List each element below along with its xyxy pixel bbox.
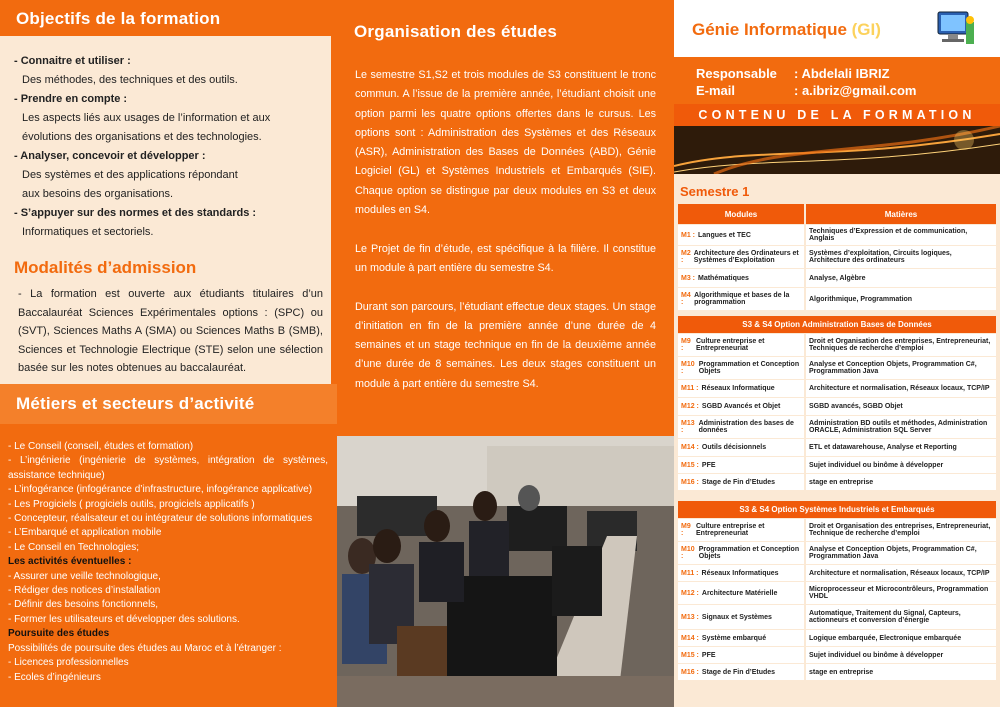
table-row xyxy=(678,630,996,646)
matieres-cell: Systèmes d’exploitation, Circuits logiques, Architecture des ordinateurs xyxy=(806,246,996,268)
gi-title xyxy=(692,20,881,40)
responsable-row xyxy=(696,66,890,81)
table-row xyxy=(678,334,996,356)
column-middle xyxy=(337,0,674,707)
table-row xyxy=(678,582,996,604)
gi-title-main: Génie Informatique xyxy=(692,20,852,39)
module-cell: M14 : Système embarqué xyxy=(678,630,804,646)
column-right xyxy=(674,0,1000,707)
module-cell: M11 : Réseaux Informatiques xyxy=(678,565,804,581)
objectif-text: Les aspects liés aux usages de l’information et aux xyxy=(22,112,271,124)
objectif-item xyxy=(14,147,326,204)
matieres-cell: Algorithmique, Programmation xyxy=(806,288,996,310)
module-cell: M12 : SGBD Avancés et Objet xyxy=(678,398,804,415)
module-cell: M16 : Stage de Fin d’Etudes xyxy=(678,474,804,490)
table-row xyxy=(678,474,996,490)
classroom-photo xyxy=(337,436,674,707)
table-row xyxy=(678,542,996,564)
objectifs-list xyxy=(14,52,326,242)
module-cell: M14 : Outils décisionnels xyxy=(678,439,804,456)
matieres-cell: Droit et Organisation des entreprises, Entrepreneuriat, Technique de recherche d’emploi xyxy=(806,519,996,541)
email-label: E-mail xyxy=(696,83,736,98)
metier-item: - L’Embarqué et application mobile xyxy=(8,527,162,539)
table-row xyxy=(678,288,996,310)
module-cell: M15 : PFE xyxy=(678,457,804,473)
metier-item: - Les Progiciels ( progiciels outils, progiciels applicatifs ) xyxy=(8,498,255,510)
table-row xyxy=(678,565,996,581)
table-row xyxy=(678,225,996,245)
organisation-text xyxy=(355,66,656,413)
organisation-paragraph: Durant son parcours, l’étudiant effectue deux stages. Un stage d’initiation en fin de la première année d’une durée de 4 semaines et un stage technique en fin de la deuxième année d’une durée de 8 semaines. Les deux stages constituent un module à part entière du semestre S4. xyxy=(355,300,656,390)
objectif-text: aux besoins des organisations. xyxy=(22,188,174,200)
table-row xyxy=(678,398,996,415)
table-row xyxy=(678,647,996,663)
objectif-text: Informatiques et sectoriels. xyxy=(22,226,154,238)
module-cell: M15 : PFE xyxy=(678,647,804,663)
poursuite-item: - Licences professionnelles xyxy=(8,657,129,669)
matieres-cell: Techniques d’Expression et de communication, Anglais xyxy=(806,225,996,245)
matieres-cell: Microprocesseur et Microcontrôleurs, Programmation VHDL xyxy=(806,582,996,604)
matieres-cell: Analyse et Conception Objets, Programmation C#, Programmation Java xyxy=(806,542,996,564)
activite-item: - Définir des besoins fonctionnels, xyxy=(8,599,159,611)
responsable-label: Responsable xyxy=(696,66,777,81)
email-value: : a.ibriz@gmail.com xyxy=(794,83,917,98)
table-row xyxy=(678,457,996,473)
matieres-cell: Logique embarquée, Electronique embarquée xyxy=(806,630,996,646)
objectif-heading: - S’appuyer sur des normes et des standards : xyxy=(14,207,257,219)
objectif-text: évolutions des organisations et des technologies. xyxy=(22,131,262,143)
metier-item: - L’infogérance (infogérance d’infrastructure, infogérance applicative) xyxy=(8,484,313,496)
matieres-cell: Sujet individuel ou binôme à développer xyxy=(806,457,996,473)
objectif-item xyxy=(14,52,326,90)
module-cell: M3 : Mathématiques xyxy=(678,269,804,287)
matieres-cell: stage en entreprise xyxy=(806,474,996,490)
matieres-cell: Analyse, Algèbre xyxy=(806,269,996,287)
objectif-item xyxy=(14,90,326,147)
matieres-cell: Sujet individuel ou binôme à développer xyxy=(806,647,996,663)
poursuite-title: Poursuite des études xyxy=(8,628,110,640)
tech-banner xyxy=(674,126,1000,174)
module-cell: M13 : Administration des bases de données xyxy=(678,416,804,438)
objectif-heading: - Connaitre et utiliser : xyxy=(14,55,131,67)
activite-item: - Assurer une veille technologique, xyxy=(8,570,161,582)
matieres-cell: Automatique, Traitement du Signal, Capteurs, actionneurs et conversion d’énergie xyxy=(806,605,996,629)
col-matieres: Matières xyxy=(806,204,996,224)
organisation-title: Organisation des études xyxy=(354,22,557,41)
objectifs-title: Objectifs de la formation xyxy=(16,9,221,28)
module-cell: M13 : Signaux et Systèmes xyxy=(678,605,804,629)
matieres-cell: ETL et datawarehouse, Analyse et Reporting xyxy=(806,439,996,456)
metier-item: - Concepteur, réalisateur et ou intégrateur de solutions informatiques xyxy=(8,513,313,525)
table-header xyxy=(678,204,996,224)
table-row xyxy=(678,269,996,287)
poursuite-item: - Ecoles d’ingénieurs xyxy=(8,671,101,683)
module-cell: M16 : Stage de Fin d’Etudes xyxy=(678,664,804,680)
table-row xyxy=(678,246,996,268)
organisation-paragraph: Le Projet de fin d’étude, est spécifique à la filière. Il constitue un module à part entière du semestre S4. xyxy=(355,242,656,274)
semestre1-table xyxy=(678,204,996,311)
module-cell: M9 : Culture entreprise et Entrepreneuriat xyxy=(678,334,804,356)
module-cell: M11 : Réseaux Informatique xyxy=(678,380,804,397)
matieres-cell: Administration BD outils et méthodes, Administration ORACLE, Administration SQL Server xyxy=(806,416,996,438)
metier-item: - Le Conseil (conseil, études et formation) xyxy=(8,441,194,452)
module-cell: M9 : Culture entreprise et Entrepreneuriat xyxy=(678,519,804,541)
table-row xyxy=(678,664,996,680)
table-row xyxy=(678,519,996,541)
organisation-paragraph: Le semestre S1,S2 et trois modules de S3 constituent le tronc commun. A l’issue de la première année, l’étudiant choisit une option parmi les quatre options offertes dans le cursus. Les options sont : Administration des Systèmes et des Réseaux (ASR), Administration des Bases de Données (ABD), Génie Logiciel (GL) et Systèmes Industriels et Embarqués (SIE). Chaque option se distingue par deux modules en S3 et deux modules en S4. xyxy=(355,69,656,217)
tech-banner-art xyxy=(674,126,1000,174)
matieres-cell: Droit et Organisation des entreprises, Entrepreneuriat, Techniques de recherche d’emploi xyxy=(806,334,996,356)
option-abd-title: S3 & S4 Option Administration Bases de Données xyxy=(678,316,996,333)
option-sie-title: S3 & S4 Option Systèmes Industriels et Embarqués xyxy=(678,501,996,518)
column-left xyxy=(0,0,337,707)
semestre-title: Semestre 1 xyxy=(680,184,750,199)
objectif-heading: - Analyser, concevoir et développer : xyxy=(14,150,206,162)
col-modules: Modules xyxy=(678,204,804,224)
module-cell: M12 : Architecture Matérielle xyxy=(678,582,804,604)
matieres-cell: Architecture et normalisation, Réseaux locaux, TCP/IP xyxy=(806,380,996,397)
classroom-photo-illustration xyxy=(337,436,674,707)
metier-item: - L’ingénierie (ingénierie de systèmes, intégration de systèmes, assistance technique) xyxy=(8,455,328,481)
poursuite-text: Possibilités de poursuite des études au Maroc et à l’étranger : xyxy=(8,642,282,654)
metiers-list xyxy=(8,440,328,685)
admission-title: Modalités d’admission xyxy=(14,258,197,277)
matieres-cell: stage en entreprise xyxy=(806,664,996,680)
email-row xyxy=(696,83,916,98)
table-row xyxy=(678,380,996,397)
activite-item: - Former les utilisateurs et développer des solutions. xyxy=(8,613,240,625)
module-cell: M1 : Langues et TEC xyxy=(678,225,804,245)
option-abd-table xyxy=(678,316,996,491)
table-row xyxy=(678,439,996,456)
table-row xyxy=(678,416,996,438)
module-cell: M2 : Architecture des Ordinateurs et Systèmes d’Exploitation xyxy=(678,246,804,268)
metiers-title: Métiers et secteurs d’activité xyxy=(16,394,255,413)
objectif-heading: - Prendre en compte : xyxy=(14,93,128,105)
matieres-cell: SGBD avancés, SGBD Objet xyxy=(806,398,996,415)
responsable-value: : Abdelali IBRIZ xyxy=(794,66,890,81)
matieres-cell: Architecture et normalisation, Réseaux locaux, TCP/IP xyxy=(806,565,996,581)
contenu-title: CONTENU DE LA FORMATION xyxy=(674,104,1000,126)
matieres-cell: Analyse et Conception Objets, Programmation C#, Programmation Java xyxy=(806,357,996,379)
module-cell: M4 : Algorithmique et bases de la programmation xyxy=(678,288,804,310)
admission-text: - La formation est ouverte aux étudiants titulaires d’un Baccalauréat Sciences Expérimentales options : (SPC) ou (SVT), Sciences Maths A (SMA) ou Sciences Maths B (SMB), Sciences et Technologie Electrique (STE) selon une sélection basée sur les notes obtenues au baccalauréat. xyxy=(18,288,323,374)
objectif-text: Des méthodes, des techniques et des outils. xyxy=(22,74,238,86)
activite-item: - Rédiger des notices d’installation xyxy=(8,585,161,597)
objectif-item xyxy=(14,204,326,242)
objectif-text: Des systèmes et des applications répondant xyxy=(22,169,238,181)
metier-item: - Le Conseil en Technologies; xyxy=(8,541,140,553)
gi-title-abbr: (GI) xyxy=(851,20,881,39)
table-row xyxy=(678,357,996,379)
module-cell: M10 : Programmation et Conception Objets xyxy=(678,542,804,564)
activites-title: Les activités éventuelles : xyxy=(8,556,132,568)
computer-icon xyxy=(936,8,978,48)
table-row xyxy=(678,605,996,629)
option-sie-table xyxy=(678,501,996,681)
module-cell: M10 : Programmation et Conception Objets xyxy=(678,357,804,379)
